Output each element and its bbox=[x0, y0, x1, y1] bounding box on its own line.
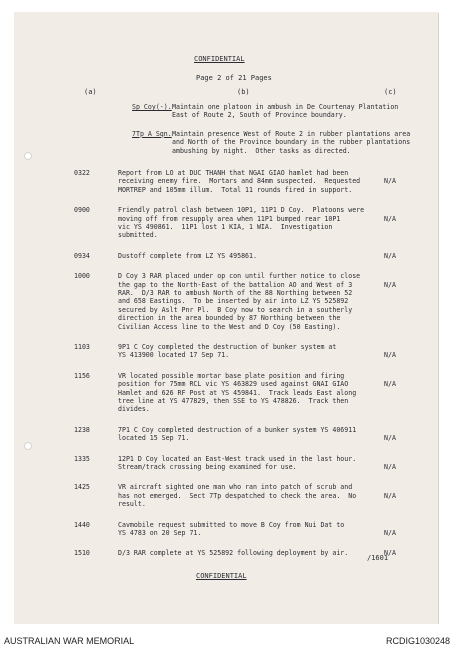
entry-line: vic YS 490861. 11P1 lost 1 KIA, 1 WIA. Investigation bbox=[118, 223, 333, 231]
entry-line: has not emerged. Sect 7Tp despatched to check the area. No bbox=[118, 491, 357, 500]
task-line: Maintain one platoon in ambush in De Courtenay Plantation bbox=[172, 103, 399, 111]
entry-time: 1425 bbox=[74, 483, 90, 492]
entry-line: 9P1 C Coy completed the destruction of bunker system at bbox=[118, 343, 337, 351]
entry-time: 1156 bbox=[74, 371, 90, 380]
entry-line: tree line at YS 477829, then SSE to YS 478826. Track then bbox=[118, 397, 349, 405]
punch-hole bbox=[24, 152, 32, 160]
entry-line: Hamlet and 626 RF Post at YS 459841. Track leads East along bbox=[118, 388, 357, 397]
entry-time: 0900 bbox=[74, 206, 90, 215]
entry-line: YS 4783 on 20 Sep 71. bbox=[118, 529, 202, 537]
task-line: East of Route 2, South of Province boundary. bbox=[172, 111, 347, 120]
entry-line: located 15 Sep 71. bbox=[118, 434, 190, 443]
entry-line: moving off from resupply area when 11P1 bumped rear 10P1 bbox=[118, 214, 341, 223]
entry-line: and 658 Eastings. To be inserted by air into LZ YS 525892 bbox=[118, 297, 349, 306]
entry-na: N/A bbox=[384, 529, 396, 537]
entry-line: 7P1 C Coy completed destruction of a bunker system YS 406911 bbox=[118, 425, 357, 434]
entry-line: divides. bbox=[118, 405, 150, 414]
record-id: RCDIG1030248 bbox=[385, 636, 450, 646]
column-c-label: (c) bbox=[384, 88, 397, 96]
task-unit: Sp Coy(-). bbox=[132, 103, 172, 111]
classification-top: CONFIDENTIAL bbox=[194, 55, 245, 63]
entry-na: N/A bbox=[384, 214, 396, 223]
entry-na: N/A bbox=[384, 463, 396, 471]
entry-line: Dustoff complete from LZ YS 495861. bbox=[118, 251, 257, 260]
archive-name: AUSTRALIAN WAR MEMORIAL bbox=[4, 636, 135, 646]
task-line: Maintain presence West of Route 2 in rubber plantations area bbox=[172, 129, 411, 138]
entry-time: 1440 bbox=[74, 520, 90, 529]
entry-na: N/A bbox=[384, 177, 396, 186]
continuation-ref: /1601 bbox=[367, 554, 389, 562]
entry-line: D Coy 3 RAR placed under op con until further notice to close bbox=[118, 272, 361, 281]
entry-na: N/A bbox=[384, 549, 396, 558]
entry-line: MORTREP and 105mm illum. Total 11 rounds fired in support. bbox=[118, 185, 353, 194]
column-a-label: (a) bbox=[84, 88, 97, 96]
entry-line: YS 413900 located 17 Sep 71. bbox=[118, 351, 230, 360]
page-number: Page 2 of 21 Pages bbox=[196, 74, 272, 82]
entry-time: 1000 bbox=[74, 272, 90, 281]
entry-time: 0934 bbox=[74, 251, 90, 260]
entry-line: Report from LO at DUC THANH that NGAI GIAO hamlet had been bbox=[118, 169, 349, 177]
document-page bbox=[14, 12, 438, 624]
entry-na: N/A bbox=[384, 380, 396, 389]
classification-bottom: CONFIDENTIAL bbox=[196, 572, 247, 580]
entry-line: 12P1 D Coy located an East-West track used in the last hour. bbox=[118, 454, 357, 463]
entry-line: Friendly patrol clash between 10P1, 11P1 D Coy. Platoons were bbox=[118, 206, 365, 215]
entry-line: Stream/track crossing being examined for use. bbox=[118, 463, 297, 471]
archive-footer bbox=[0, 624, 456, 654]
task-line: and North of the Province boundary in the rubber plantations bbox=[172, 138, 411, 147]
entry-line: position for 75mm RCL vic YS 463829 used against GNAI GIAO bbox=[118, 380, 349, 389]
punch-hole bbox=[24, 442, 32, 450]
entry-line: D/3 RAR complete at YS 525892 following deployment by air. bbox=[118, 549, 349, 558]
task-line: ambushing by night. Other tasks as directed. bbox=[172, 146, 351, 155]
task-unit: 7Tp A Sqn. bbox=[132, 129, 172, 138]
entry-line: result. bbox=[118, 500, 146, 509]
entry-na: N/A bbox=[384, 351, 396, 360]
entry-na: N/A bbox=[384, 251, 396, 260]
column-b-label: (b) bbox=[237, 88, 250, 96]
entry-na: N/A bbox=[384, 434, 396, 443]
entry-na: N/A bbox=[384, 491, 396, 500]
entry-time: 0322 bbox=[74, 169, 90, 177]
entry-time: 1510 bbox=[74, 549, 90, 558]
entry-line: VR aircraft sighted one man who ran into patch of scrub and bbox=[118, 483, 353, 492]
entry-time: 1103 bbox=[74, 343, 90, 351]
entry-line: the gap to the North-East of the battalion AO and West of 3 bbox=[118, 280, 353, 289]
entry-line: Civilian Access line to the West and D Coy (50 Easting). bbox=[118, 322, 341, 331]
entry-line: secured by Aslt Pnr Pl. B Coy now to search in a southerly bbox=[118, 305, 353, 314]
entry-na: N/A bbox=[384, 280, 396, 289]
entry-line: receiving enemy fire. Mortars and 84mm suspected. Requested bbox=[118, 177, 361, 186]
entry-time: 1335 bbox=[74, 454, 90, 463]
entry-time: 1238 bbox=[74, 425, 90, 434]
entry-line: direction in the area bounded by 87 Northing between the bbox=[118, 314, 341, 323]
entry-line: Cavmobile request submitted to move B Coy from Nui Dat to bbox=[118, 520, 345, 529]
entry-line: submitted. bbox=[118, 231, 158, 240]
entry-line: VR located possible mortar base plate position and firing bbox=[118, 371, 345, 380]
entry-line: RAR. D/3 RAR to ambush North of the 88 Northing between 52 bbox=[118, 289, 353, 297]
